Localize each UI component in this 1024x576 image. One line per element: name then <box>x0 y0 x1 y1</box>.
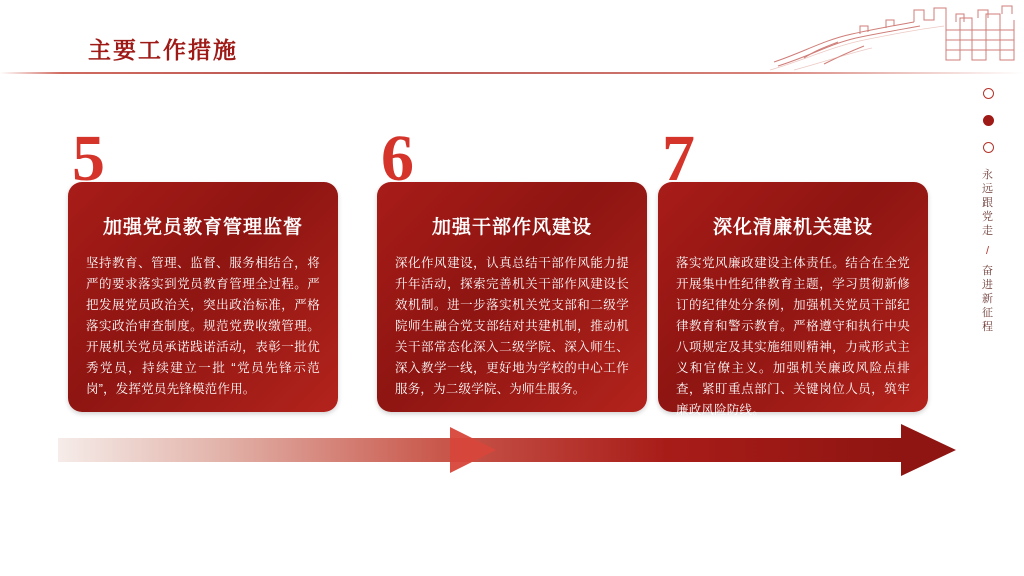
progress-arrow <box>58 424 958 476</box>
dot-filled-icon <box>983 115 994 126</box>
arrow-head-icon <box>901 424 956 476</box>
card-body-text: 深化作风建设，认真总结干部作风能力提升年活动，探索完善机关干部作风建设长效机制。进一步落实机关党支部和二级学院师生融合党支部结对共建机制，推动机关干部常态化深入二级学院、深入师生、深入教学一线，更好地为学校的中心工作服务，为二级学院、为师生服务。 <box>395 256 629 396</box>
card-title: 加强干部作风建设 <box>431 217 592 238</box>
card-number: 5 <box>72 122 105 195</box>
side-slogan-line-1: 永远跟党走 <box>982 169 994 237</box>
card-body-text: 坚持教育、管理、监督、服务相结合，将严的要求落实到党员教育管理全过程。严把发展党员政治关，突出政治标准，严格落实政治审查制度。规范党费收缴管理。开展机关党员承诺践诺活动，表彰一批优秀党员，持续建立一批 “党员先锋示范岗”，发挥党员先锋模范作用。 <box>86 256 320 396</box>
measure-card-list <box>0 122 1024 430</box>
measure-card[interactable] <box>68 122 338 412</box>
side-slogan-separator: / <box>985 245 991 257</box>
great-wall-sketch-icon <box>764 0 1024 72</box>
slide-header <box>0 0 1024 74</box>
header-divider <box>0 72 1024 74</box>
measure-card[interactable] <box>377 122 647 412</box>
card-title: 深化清廉机关建设 <box>712 217 873 238</box>
card-number: 7 <box>662 122 695 195</box>
page-title: 主要工作措施 <box>88 37 238 63</box>
card-title: 加强党员教育管理监督 <box>102 217 303 238</box>
dot-hollow-icon <box>983 88 994 99</box>
arrow-midpoint-marker <box>450 427 496 473</box>
card-number: 6 <box>381 122 414 195</box>
card-body-text: 落实党风廉政建设主体责任。结合在全党开展集中性纪律教育主题，学习贯彻新修订的纪律处分条例，加强机关党员干部纪律教育和警示教育。严格遵守和执行中央八项规定及其实施细则精神，力戒形式主义和官僚主义。加强机关廉政风险点排查，紧盯重点部门、关键岗位人员，筑牢廉政风险防线。 <box>676 256 910 417</box>
measure-card[interactable] <box>658 122 928 417</box>
side-slogan-line-2: 奋进新征程 <box>982 265 994 333</box>
